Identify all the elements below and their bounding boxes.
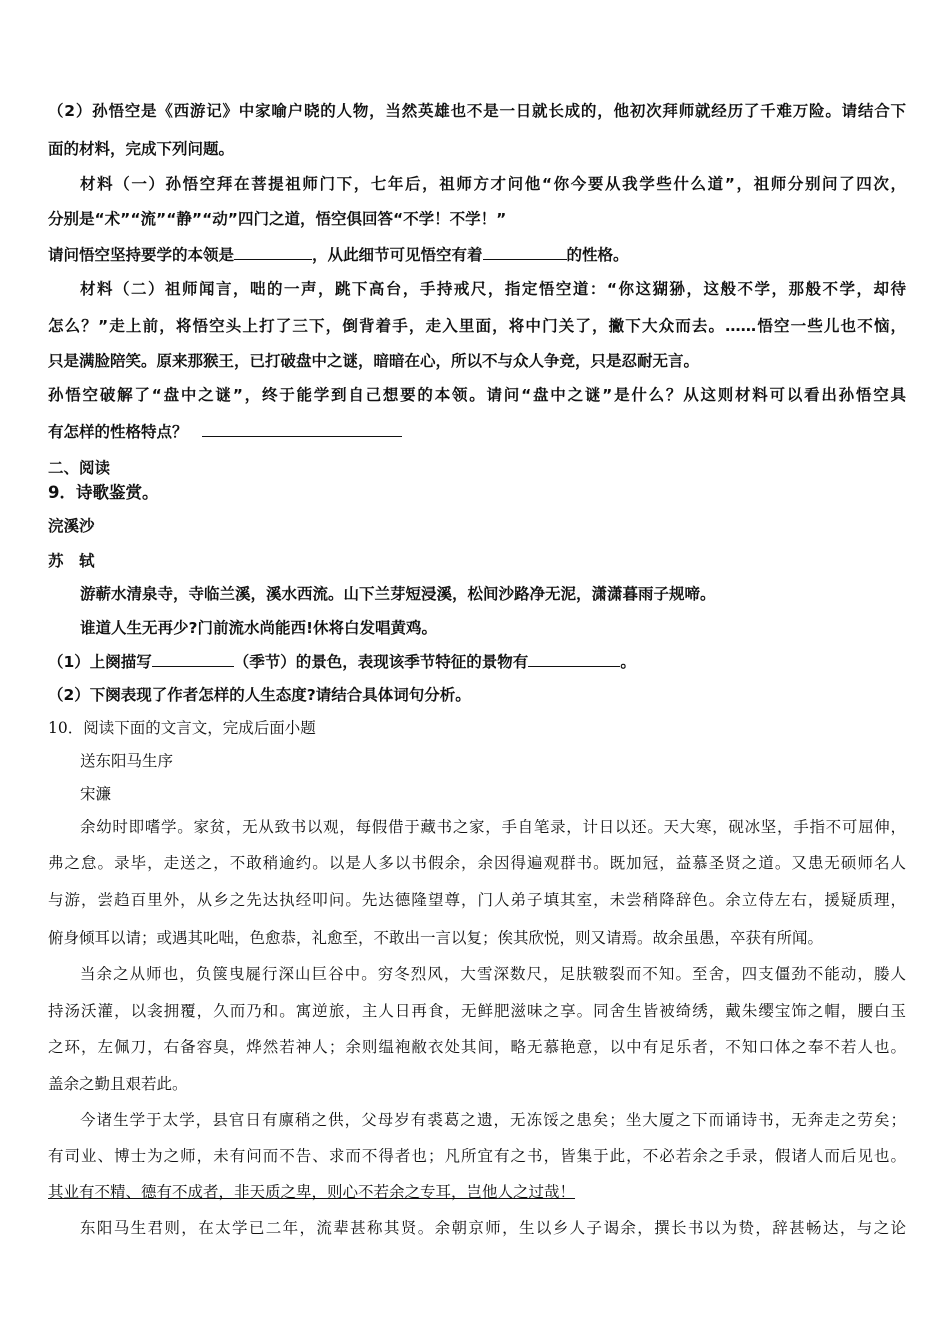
paragraph-2-line-4: 盖余之勤且艰若此。 (48, 1075, 188, 1093)
answer-blank-5[interactable] (528, 650, 620, 667)
paragraph-1-line-2: 弗之怠。录毕，走送之，不敢稍逾约。以是人多以书假余，余因得遍观群书。既加冠，益慕圣贤之道。又患无硕师名人 (48, 854, 906, 872)
paragraph-4-line-1: 东阳马生君则，在太学已二年，流辈甚称其贤。余朝京师，生以乡人子谒余，撰长书以为贽，辞甚畅达，与之论 (80, 1219, 906, 1237)
paragraph-2-line-3: 之环，左佩刀，右备容臭，烨然若神人；余则缊袍敝衣处其间，略无慕艳意，以中有足乐者，不知口体之奉不若人也。 (48, 1038, 906, 1056)
material-2-line-2: 怎么？”走上前，将悟空头上打了三下，倒背着手，走入里面，将中门关了，撇下大众而去。……悟空一些儿也不恼， (48, 317, 906, 335)
question-1-part-c: 的性格。 (566, 246, 629, 264)
answer-blank-2[interactable] (483, 243, 567, 260)
answer-blank-4[interactable] (152, 650, 234, 667)
paragraph-1-line-4: 俯身倾耳以请；或遇其叱咄，色愈恭，礼愈至，不敢出一言以复；俟其欣悦，则又请焉。故余虽愚，卒获有所闻。 (48, 929, 824, 947)
question-9-title: 9．诗歌鉴赏。 (48, 483, 159, 502)
question-9-1-part-c: 。 (620, 653, 636, 671)
paragraph-2-line-1: 当余之从师也，负箧曳屣行深山巨谷中。穷冬烈风，大雪深数尺，足肤皲裂而不知。至舍，四支僵劲不能动，媵人 (80, 965, 906, 983)
paragraph-3-line-3-underlined: 其业有不精、德有不成者，非天质之卑，则心不若余之专耳，岂他人之过哉！ (48, 1183, 576, 1201)
answer-blank-3[interactable] (202, 420, 402, 437)
paragraph-1-line-3: 与游，尝趋百里外，从乡之先达执经叩问。先达德隆望尊，门人弟子填其室，未尝稍降辞色。余立侍左右，援疑质理， (48, 891, 906, 909)
question-9-2: （2）下阕表现了作者怎样的人生态度?请结合具体词句分析。 (48, 686, 471, 704)
q8-2-intro-line-1: （2）孙悟空是《西游记》中家喻户晓的人物，当然英雄也不是一日就长成的，他初次拜师就经历了千难万险。请结合下 (48, 102, 906, 120)
material-2-line-3: 只是满脸陪笑。原来那猴王，已打破盘中之谜，暗暗在心，所以不与众人争竞，只是忍耐无言。 (48, 352, 700, 370)
material-1-line-1: 材料（一）孙悟空拜在菩提祖师门下，七年后，祖师方才问他“你今要从我学些什么道”，祖师分别问了四次， (80, 175, 906, 193)
question-10-instruction: 10．阅读下面的文言文，完成后面小题 (48, 719, 316, 737)
question-9-1-part-b: （季节）的景色，表现该季节特征的景物有 (233, 653, 529, 671)
paragraph-1-line-1: 余幼时即嗜学。家贫，无从致书以观，每假借于藏书之家，手自笔录，计日以还。天大寒，砚冰坚，手指不可屈伸， (80, 818, 906, 836)
question-1-line (48, 243, 629, 266)
paragraph-3-line-2: 有司业、博士为之师，未有问而不告、求而不得者也；凡所宜有之书，皆集于此，不必若余之手录，假诸人而后见也。 (48, 1147, 906, 1165)
question-2-text: 有怎样的性格特点？ (48, 423, 188, 441)
q8-2-intro-line-2: 面的材料，完成下列问题。 (48, 140, 235, 158)
question-2-line-1: 孙悟空破解了“盘中之谜”，终于能学到自己想要的本领。请问“盘中之谜”是什么？从这则材料可以看出孙悟空具 (48, 386, 906, 404)
poem-line-2: 谁道人生无再少?门前流水尚能西!休将白发唱黄鸡。 (80, 619, 438, 637)
question-1-part-b: ，从此细节可见悟空有着 (312, 246, 483, 264)
material-1-line-2: 分别是“术”“流”“静”“动”四门之道，悟空俱回答“不学！不学！” (48, 210, 507, 228)
material-2-line-1: 材料（二）祖师闻言，咄的一声，跳下高台，手持戒尺，指定悟空道：“你这猢狲，这般不学，那般不学，却待 (80, 280, 906, 298)
poem-title: 浣溪沙 (48, 517, 95, 535)
paragraph-3-line-1: 今诸生学于太学，县官日有廪稍之供，父母岁有裘葛之遗，无冻馁之患矣；坐大厦之下而诵诗书，无奔走之劳矣； (80, 1111, 906, 1129)
question-9-1-part-a: （1）上阕描写 (48, 653, 152, 671)
question-2-line-2 (48, 420, 402, 443)
answer-blank-1[interactable] (234, 243, 312, 260)
essay-author: 宋濂 (80, 785, 112, 803)
section-heading: 二、阅读 (48, 459, 111, 477)
question-1-part-a: 请问悟空坚持要学的本领是 (48, 246, 235, 264)
poem-author: 苏 轼 (48, 552, 95, 570)
paragraph-2-line-2: 持汤沃灌，以衾拥覆，久而乃和。寓逆旅，主人日再食，无鲜肥滋味之享。同舍生皆被绮绣，戴朱缨宝饰之帽，腰白玉 (48, 1002, 906, 1020)
question-9-1-line (48, 650, 636, 673)
essay-title: 送东阳马生序 (80, 752, 174, 770)
poem-line-1: 游蕲水清泉寺，寺临兰溪，溪水西流。山下兰芽短浸溪，松间沙路净无泥，潇潇暮雨子规啼。 (80, 585, 716, 603)
